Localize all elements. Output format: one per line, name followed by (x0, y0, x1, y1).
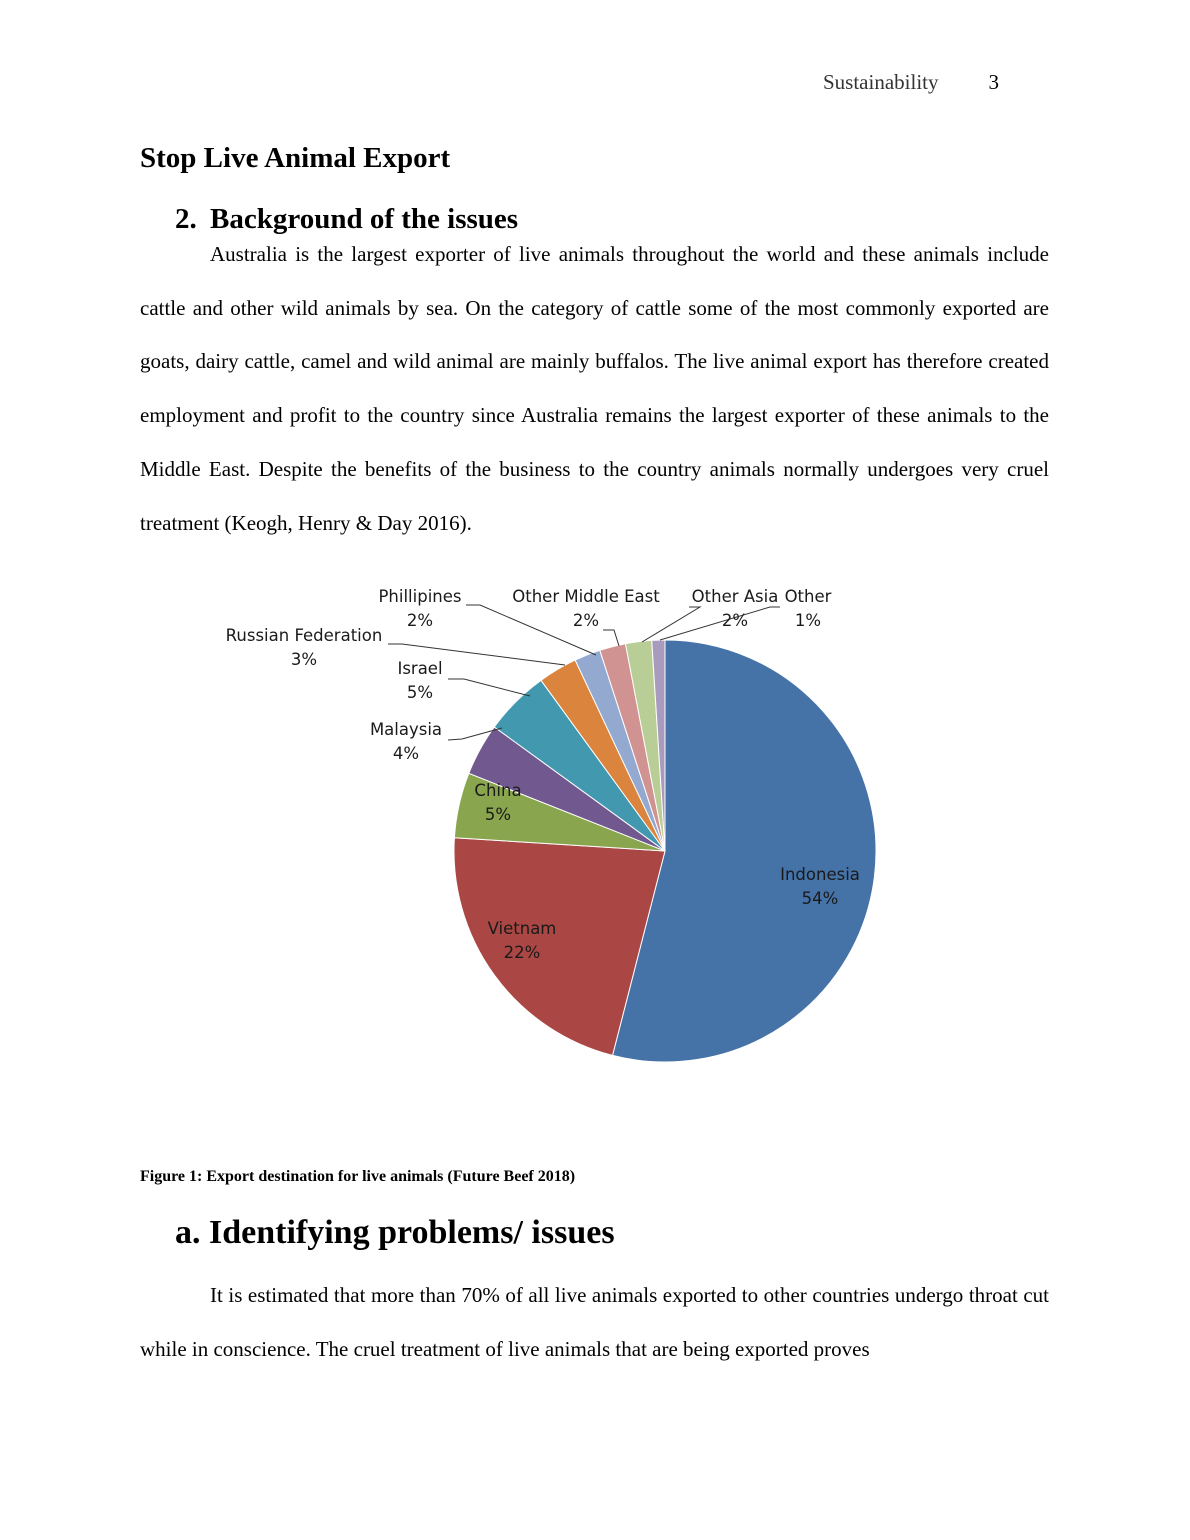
section-a-heading: a. Identifying problems/ issues (175, 1214, 615, 1251)
figure-caption: Figure 1: Export destination for live animals (Future Beef 2018) (140, 1168, 576, 1185)
slice-percent-china: 5% (484, 805, 512, 824)
slice-percent-vietnam: 22% (503, 943, 541, 962)
problems-paragraph: It is estimated that more than 70% of all live animals exported to other countries undergo throat cut while in conscience. The cruel treatment of live animals that are being exported proves (140, 1283, 1049, 1361)
document-title: Stop Live Animal Export (140, 142, 451, 174)
slice-percent-other-asia: 2% (721, 611, 749, 630)
section-2-number: 2. (175, 203, 197, 235)
slice-percent-other-middle-east: 2% (572, 611, 600, 630)
running-title: Sustainability (823, 70, 939, 94)
slice-label-malaysia: Malaysia (369, 720, 443, 739)
background-paragraph: Australia is the largest exporter of live animals throughout the world and these animals include cattle and other wild animals by sea. On the category of cattle some of the most commonly exported are goats, dairy cattle, camel and wild animal are mainly buffalos. The live animal export has therefore created employment and profit to the country since Australia remains the largest exporter of these animals to the Middle East. Despite the benefits of the business to the country animals normally undergoes very cruel treatment (Keogh, Henry & Day 2016). (140, 242, 1049, 535)
slice-label-other: Other (784, 587, 832, 606)
leader-line-other (660, 607, 780, 640)
page-header (823, 70, 999, 95)
slice-label-other-asia: Other Asia (691, 587, 779, 606)
page-number: 3 (988, 70, 999, 94)
slice-label-phillipines: Phillipines (378, 587, 462, 606)
slice-percent-indonesia: 54% (801, 889, 839, 908)
section-2-heading-text: Background of the issues (210, 203, 519, 235)
slice-label-israel: Israel (397, 659, 443, 678)
slice-label-vietnam: Vietnam (487, 919, 557, 938)
slice-label-russian-federation: Russian Federation (225, 626, 383, 645)
slice-label-other-middle-east: Other Middle East (512, 587, 660, 606)
slice-percent-phillipines: 2% (406, 611, 434, 630)
pie-slices (454, 640, 876, 1062)
slice-percent-israel: 5% (406, 683, 434, 702)
leader-line-other-middle-east (603, 630, 619, 646)
slice-percent-russian-federation: 3% (290, 650, 318, 669)
slice-label-indonesia: Indonesia (780, 865, 860, 884)
slice-percent-malaysia: 4% (392, 744, 420, 763)
leader-line-israel (448, 679, 530, 696)
slice-percent-other: 1% (794, 611, 822, 630)
export-destination-pie-chart (210, 580, 910, 1080)
slice-label-china: China (474, 781, 522, 800)
